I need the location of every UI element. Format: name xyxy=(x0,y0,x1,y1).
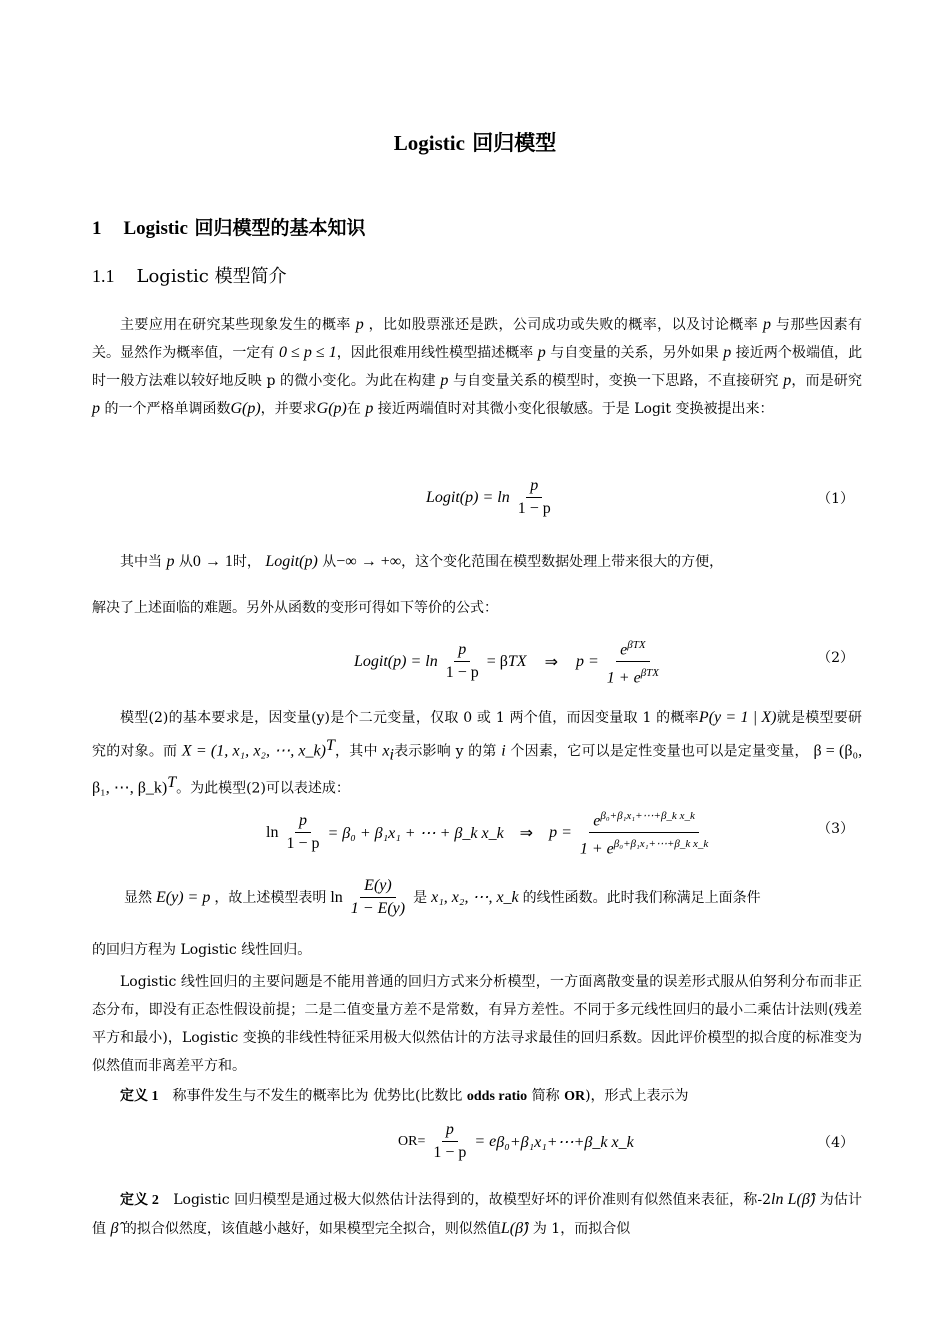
paragraph-range: 其中当 p 从0 → 1时， Logit(p) 从−∞ → +∞，这个变化范围在模型数据处理上带来很大的方便， xyxy=(120,553,724,570)
equation-2: Logit(p) = ln $\frac{p}{1 - p}$ = β T X ⇒ p = $\frac{e^{\beta TX}}{1 + e^{\beta TX}}$ （2） xyxy=(92,635,862,679)
page-title: Logistic 回归模型 xyxy=(393,130,557,155)
paragraph-logistic-issues: Logistic 线性回归的主要问题是不能用普通的回归方式来分析模型，一方面离散变量的误差形式服从伯努利分布而非正态分布，即没有正态性假设前提；二是二值变量方差不是常数，有异方差性。不同于多元线性回归的最小二乘估计法则(残差平方和最小)，Logistic 变换的非线性特征采用极大似然估计的方法寻求最佳的回归系数。因此评价模型的拟合度的标准变为似然值而非离差平方和。 xyxy=(92,974,862,1074)
definition-2: 定义 2 Logistic 回归模型是通过极大似然估计法得到的，故模型好坏的评价准则有似然值来表征，称-2ln L(β̂) 为估计值 β̂ 的拟合似然度，该值越小越好，如果模型完全拟合，则似然值L(β̂) 为 1，而拟合似 xyxy=(92,1191,863,1237)
equation-4: OR= $\frac{p}{1 - p}$ = e β₀+β₁x₁+⋯+β_k x_k （4） xyxy=(398,1121,854,1161)
paragraph-expectation: 显然 E(y) = p ，故上述模型表明 ln $\frac{E(y)}{1 - E(y)}$ 是 x₁, x₂, ⋯, x_k 的线性函数。此时我们称满足上面条件 xyxy=(124,877,761,917)
paragraph-range-cont: 解决了上述面临的难题。另外从函数的变形可得如下等价的公式： xyxy=(92,600,498,616)
equation-1: Logit(p) = ln $\frac{p}{1 - p}$ （1） xyxy=(426,477,854,517)
equation-3: ln $\frac{p}{1 - p}$ = β₀ + β₁x₁ + ⋯ + β_k x_k ⇒ p = $\frac{e^{\beta_0+\beta_1x_1+\cdots+\beta\_k x\_k}}{1 + e^{\beta_0+\beta_1x_1+\cdots+\beta\_k x\_k}}$ （3） xyxy=(92,806,862,850)
equation-number: （2） xyxy=(817,650,854,666)
section-heading-1-1: 1.1 Logistic 模型简介 xyxy=(92,266,287,287)
equation-number: （3） xyxy=(817,821,854,837)
paragraph-model: 模型(2)的基本要求是，因变量(y)是个二元变量，仅取 0 或 1 两个值，而因变量取 1 的概率P(y = 1 | X)就是模型要研究的对象。而 X = (1, x₁, x₂, ⋯, x_k)$^T$，其中 $x_i$表示影响 y 的第 i 个因素，它可以是定性变量也可以是定量变量， β = (β₀, β₁, ⋯, β_k)$^T$。为此模型(2)可以表述成： xyxy=(92,709,863,798)
equation-number: （4） xyxy=(817,1135,854,1151)
paragraph-intro: 主要应用在研究某些现象发生的概率 p ，比如股票涨还是跌，公司成功或失败的概率，以及讨论概率 p 与那些因素有关。显然作为概率值，一定有 0 ≤ p ≤ 1，因此很难用线性模型描述概率 p 与自变量的关系，另外如果 p 接近两个极端值，此时一般方法难以较好地反映 p 的微小变化。为此在构建 p 与自变量关系的模型时，变换一下思路，不直接研究 p，而是研究 p 的一个严格单调函数G(p)，并要求G(p)在 p 接近两端值时对其微小变化很敏感。于是 Logit 变换被提出来： xyxy=(92,316,863,417)
paragraph-expectation-cont: 的回归方程为 Logistic 线性回归。 xyxy=(92,942,312,958)
definition-1: 定义 1 称事件发生与不发生的概率比为 优势比(比数比 odds ratio 简称 OR)，形式上表示为 xyxy=(120,1088,689,1104)
section-heading-1: 1 Logistic 回归模型的基本知识 xyxy=(92,217,366,239)
equation-number: （1） xyxy=(817,491,854,507)
